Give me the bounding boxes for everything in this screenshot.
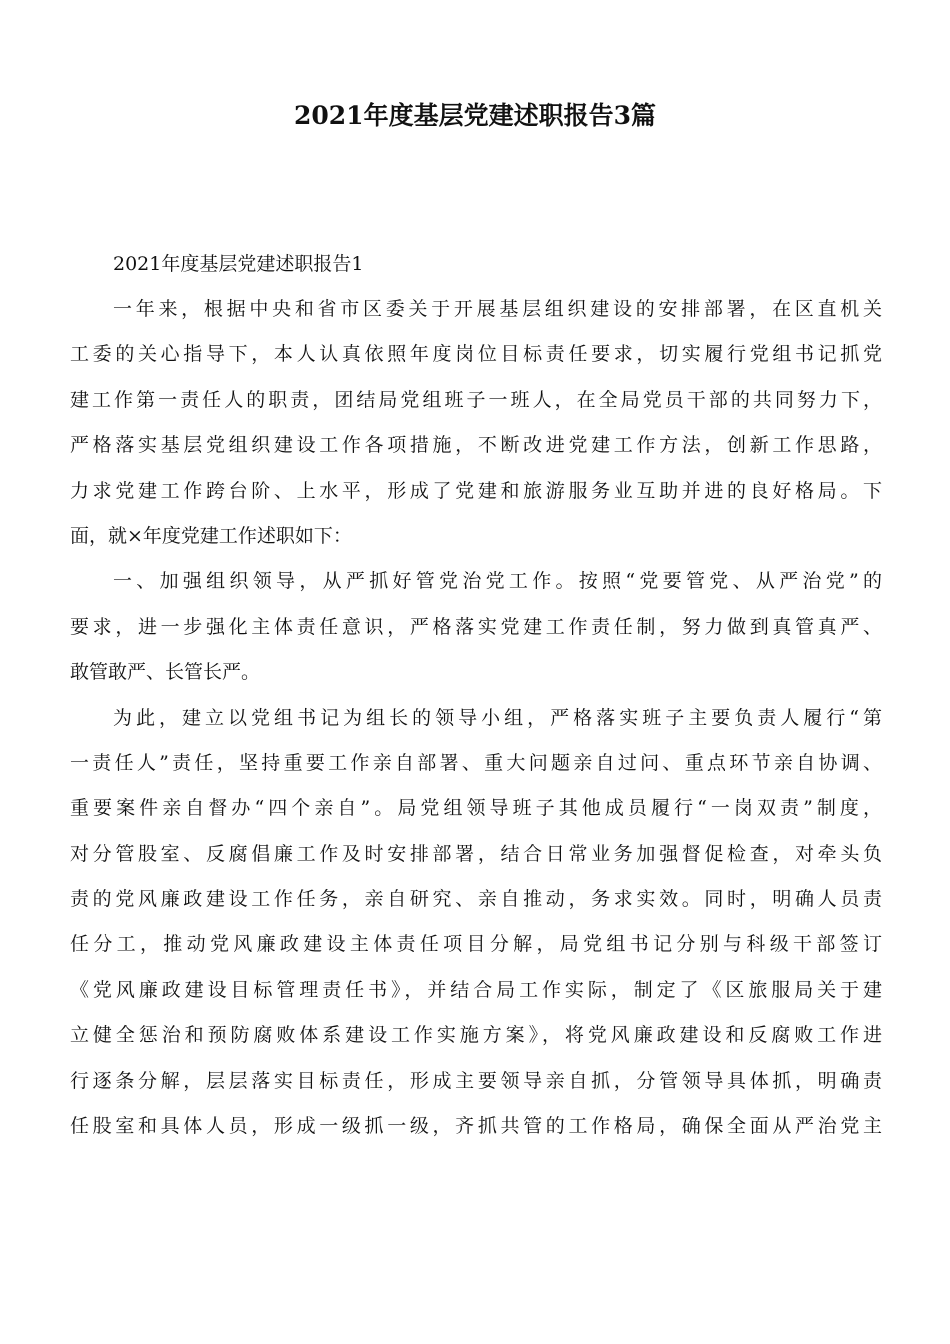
paragraph-line: 一年来，根据中央和省市区委关于开展基层组织建设的安排部署，在区直机关: [113, 298, 882, 320]
paragraph-line: 要求，进一步强化主体责任意识，严格落实党建工作责任制，努力做到真管真严、: [70, 615, 882, 638]
paragraph: [70, 559, 882, 695]
paragraph-line: 行逐条分解，层层落实目标责任，形成主要领导亲自抓，分管领导具体抓，明确责: [70, 1069, 882, 1092]
paragraph-line: 任分工，推动党风廉政建设主体责任项目分解，局党组书记分别与科级干部签订: [70, 933, 882, 956]
paragraph-line: 为此，建立以党组书记为组长的领导小组，严格落实班子主要负责人履行“第: [113, 706, 882, 729]
paragraph-line: 敢管敢严、长管长严。: [70, 661, 261, 684]
paragraph-line: 一、加强组织领导，从严抓好管党治党工作。按照“党要管党、从严治党”的: [113, 570, 882, 593]
paragraph-line: 对分管股室、反腐倡廉工作及时安排部署，结合日常业务加强督促检查，对牵头负: [70, 842, 882, 865]
document-body: [70, 242, 882, 1149]
document-title: 2021年度基层党建述职报告3篇: [294, 101, 656, 130]
paragraph: [70, 287, 882, 559]
paragraph-line: 严格落实基层党组织建设工作各项措施，不断改进党建工作方法，创新工作思路，: [70, 434, 882, 457]
paragraph-line: 一责任人”责任，坚持重要工作亲自部署、重大问题亲自过问、重点环节亲自协调、: [70, 751, 882, 774]
paragraph-line: 力求党建工作跨台阶、上水平，形成了党建和旅游服务业互助并进的良好格局。下: [70, 479, 882, 502]
paragraph-line: 责的党风廉政建设工作任务，亲自研究、亲自推动，务求实效。同时，明确人员责: [70, 888, 882, 911]
paragraph-line: 面，就×年度党建工作述职如下：: [70, 524, 352, 547]
paragraph-line: 工委的关心指导下，本人认真依照年度岗位目标责任要求，切实履行党组书记抓党: [70, 343, 882, 366]
section-heading: 2021年度基层党建述职报告1: [113, 253, 364, 275]
paragraph-line: 建工作第一责任人的职责，团结局党组班子一班人，在全局党员干部的共同努力下，: [70, 388, 882, 411]
paragraph-line: 立健全惩治和预防腐败体系建设工作实施方案》，将党风廉政建设和反腐败工作进: [70, 1024, 882, 1047]
paragraph-line: 《党风廉政建设目标管理责任书》，并结合局工作实际，制定了《区旅服局关于建: [70, 978, 882, 1001]
paragraph-line: 重要案件亲自督办“四个亲自”。局党组领导班子其他成员履行“一岗双责”制度，: [70, 797, 882, 820]
paragraph: [70, 696, 882, 1150]
paragraph-line: 任股室和具体人员，形成一级抓一级，齐抓共管的工作格局，确保全面从严治党主: [70, 1115, 882, 1138]
